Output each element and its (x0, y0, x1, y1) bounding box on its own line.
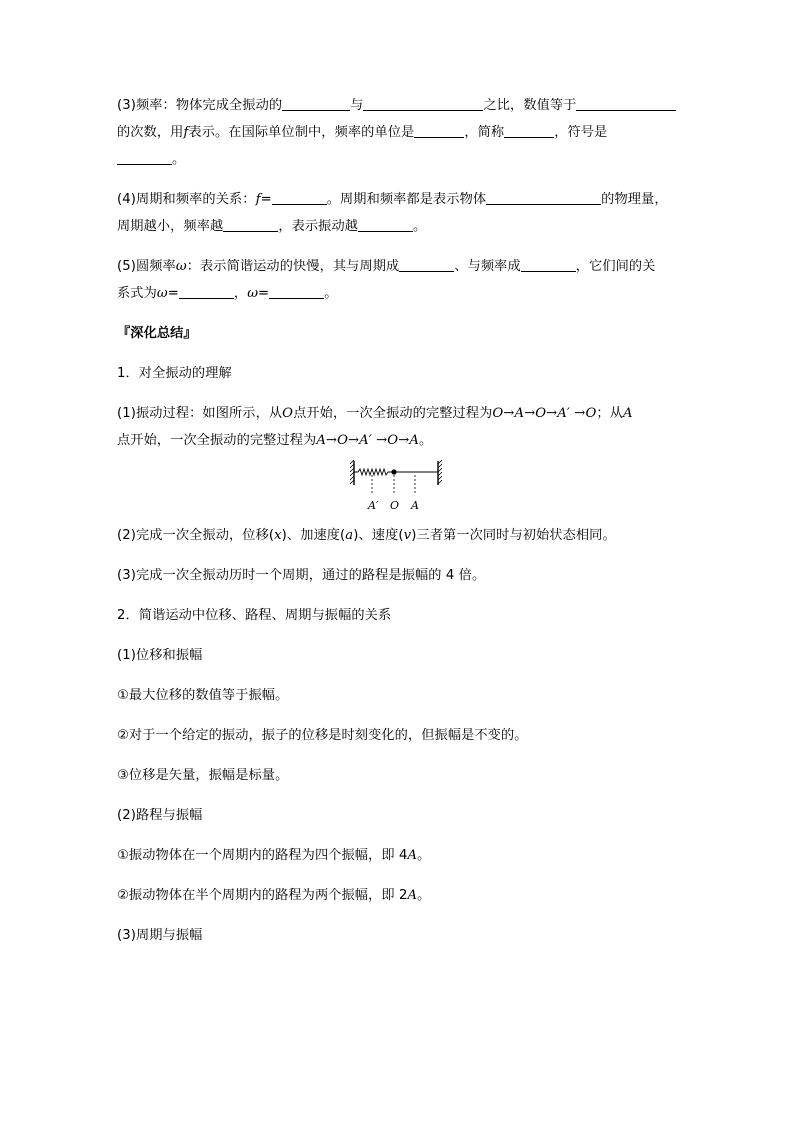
paragraph-angular-frequency (117, 253, 679, 307)
fill-blank[interactable] (358, 217, 413, 232)
fill-blank[interactable] (269, 284, 324, 299)
text: )三者第一次同时与初始状态相同。 (411, 528, 616, 543)
text: 系式为 (117, 286, 157, 301)
fill-blank[interactable] (179, 284, 234, 299)
variable: f (183, 125, 189, 140)
variable: a (345, 528, 354, 543)
list-item: ③位移是矢量，振幅是标量。 (117, 768, 289, 783)
text: 。 (417, 848, 431, 863)
text: ①振动物体在一个周期内的路程为四个振幅，即 4 (117, 848, 408, 863)
text: 之比，数值等于 (483, 98, 577, 113)
text: 。周期和频率都是表示物体 (326, 192, 487, 207)
subsection-displacement-amplitude: (1)位移和振幅 (117, 648, 203, 663)
section-1-title: 1．对全振动的理解 (117, 366, 232, 381)
variable: v (403, 528, 412, 543)
variable: A (407, 848, 418, 863)
subsection-period-amplitude: (3)周期与振幅 (117, 928, 203, 943)
text: ，表示振动越 (278, 219, 359, 234)
text: 、与频率成 (454, 259, 521, 274)
text: ，它们间的关 (575, 259, 656, 274)
path-expression: O→A→O→A′ →O (492, 406, 597, 421)
document-page (117, 92, 679, 962)
text: ，符号是 (554, 125, 608, 140)
list-item: ②对于一个给定的振动，振子的位移是时刻变化的，但振幅是不变的。 (117, 728, 528, 743)
label-o: O (390, 499, 400, 512)
variable: A (407, 888, 418, 903)
text: 的次数，用 (117, 125, 184, 140)
fill-blank[interactable] (486, 190, 601, 205)
fill-blank[interactable] (272, 190, 327, 205)
variable: ω (175, 259, 187, 274)
text: = (167, 286, 179, 301)
fill-blank[interactable] (363, 96, 483, 111)
fill-blank[interactable] (117, 150, 172, 165)
text: 与 (350, 98, 364, 113)
text: 点开始，一次全振动的完整过程为 (293, 406, 493, 421)
paragraph-full-vibration-state (117, 522, 679, 549)
variable: ω (156, 286, 168, 301)
spring-oscillator-figure (348, 458, 448, 512)
text: ， (233, 286, 248, 301)
text: 。 (417, 888, 431, 903)
text: 周期越小，频率越 (117, 219, 224, 234)
text: 。 (419, 433, 433, 448)
text: = (260, 192, 272, 207)
fill-blank[interactable] (504, 123, 554, 138)
fill-blank[interactable] (282, 96, 350, 111)
fill-blank[interactable] (399, 257, 454, 272)
section-2-title: 2．简谐运动中位移、路程、周期与振幅的关系 (117, 608, 392, 623)
text: = (258, 286, 270, 301)
oscillator-mass (391, 469, 396, 474)
subsection-path-amplitude: (2)路程与振幅 (117, 808, 203, 823)
label-a-prime: A′ (368, 499, 379, 512)
label-a: A (411, 499, 419, 512)
list-item: ①最大位移的数值等于振幅。 (117, 688, 289, 703)
text: ；从 (596, 406, 623, 421)
text: (1)振动过程：如图所示，从 (117, 406, 283, 421)
fill-blank[interactable] (521, 257, 576, 272)
fill-blank[interactable] (576, 96, 676, 111)
text: )、加速度( (281, 528, 346, 543)
paragraph-full-vibration-period: (3)完成一次全振动历时一个周期，通过的路程是振幅的 4 倍。 (117, 568, 486, 583)
text: 点开始，一次全振动的完整过程为 (117, 433, 317, 448)
variable: A (622, 406, 633, 421)
text: 。 (172, 152, 186, 167)
text: 。 (413, 219, 427, 234)
paragraph-frequency (117, 92, 679, 173)
list-item (117, 882, 679, 909)
fill-blank[interactable] (223, 217, 278, 232)
variable: O (282, 406, 294, 421)
list-item (117, 842, 679, 869)
paragraph-vibration-process (117, 400, 679, 454)
text: (2)完成一次全振动，位移( (117, 528, 275, 543)
variable: x (274, 528, 282, 543)
paragraph-period-frequency-relation (117, 186, 679, 240)
path-expression: A→O→A′ →O→A (316, 433, 419, 448)
text: 。 (324, 286, 338, 301)
text: ：表示简谐运动的快慢，其与周期成 (186, 259, 400, 274)
section-heading: 『深化总结』 (117, 326, 197, 341)
text: )、速度( (353, 528, 404, 543)
text: (4)周期和频率的关系： (117, 192, 256, 207)
spring (354, 469, 394, 475)
text: ，简称 (464, 125, 505, 140)
text: ②振动物体在半个周期内的路程为两个振幅，即 2 (117, 888, 408, 903)
text: (5)圆频率 (117, 259, 176, 274)
variable: f (255, 192, 261, 207)
text: (3)频率：物体完成全振动的 (117, 98, 283, 113)
variable: ω (247, 286, 259, 301)
fill-blank[interactable] (414, 123, 464, 138)
text: 表示。在国际单位制中，频率的单位是 (188, 125, 415, 140)
text: 的物理量， (601, 192, 668, 207)
